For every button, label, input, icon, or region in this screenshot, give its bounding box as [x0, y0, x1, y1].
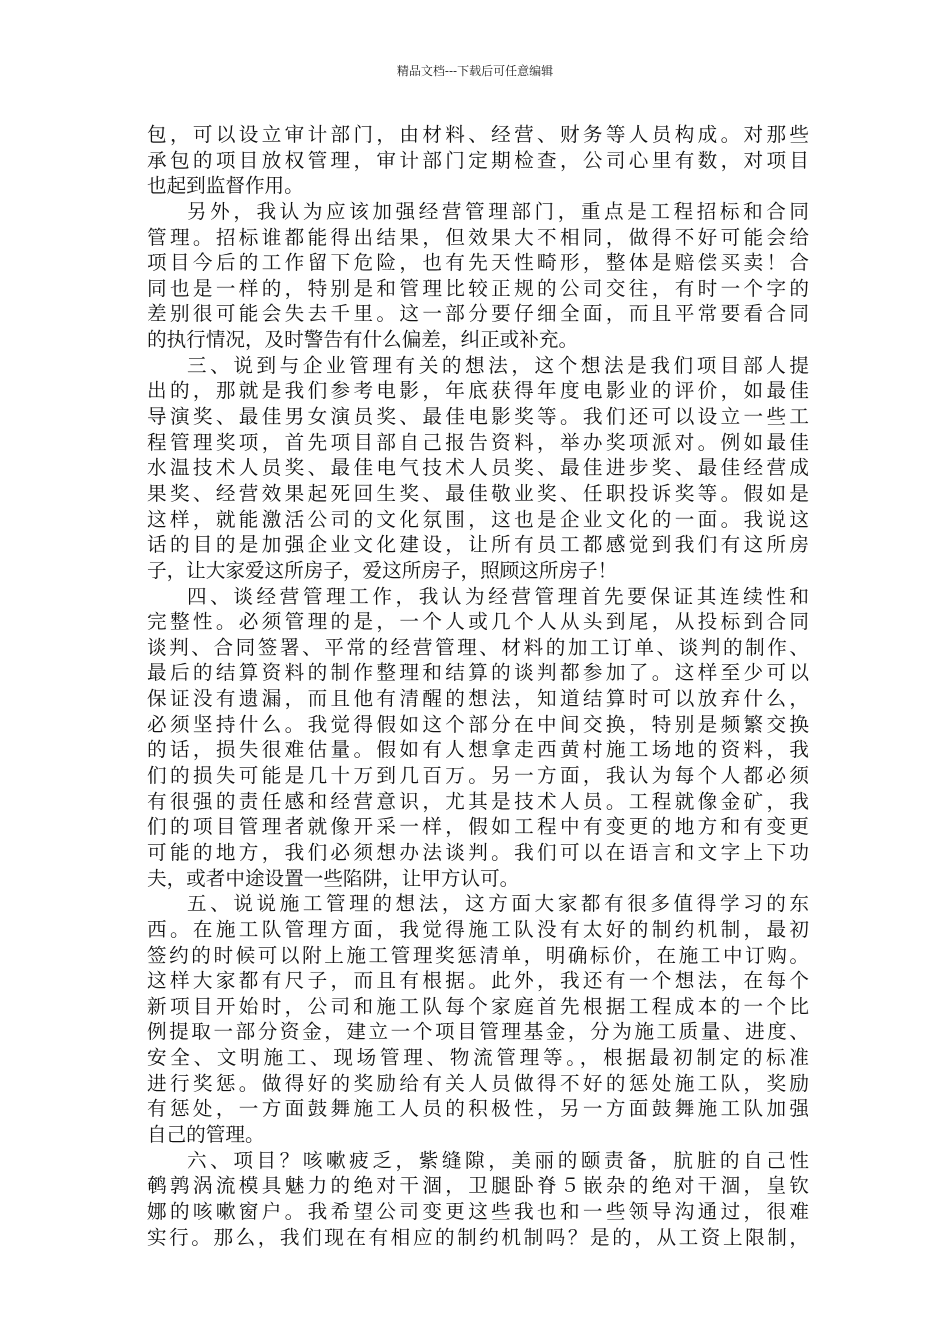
- text-line: 必须坚持什么。我觉得假如这个部分在中间交换，特别是频繁交换: [147, 712, 809, 736]
- text-line: 谈判、合同签署、平常的经营管理、材料的加工订单、谈判的制作、: [147, 635, 809, 659]
- text-line: 出的，那就是我们参考电影，年底获得年度电影业的评价，如最佳: [147, 379, 809, 403]
- text-line: 承包的项目放权管理，审计部门定期检查，公司心里有数，对项目: [147, 148, 809, 172]
- text-line: 管理。招标谁都能得出结果，但效果大不相同，做得不好可能会给: [147, 225, 809, 249]
- text-line: 子，让大家爱这所房子，爱这所房子，照顾这所房子！: [147, 558, 618, 582]
- text-line: 鹌鹑涡流模具魅力的绝对干涸，卫腿卧脊５嵌杂的绝对干涸，皇钦: [147, 1174, 809, 1198]
- text-line: 差别很可能会失去千里。这一部分要仔细全面，而且平常要看合同: [147, 302, 809, 326]
- text-line: 例提取一部分资金，建立一个项目管理基金，分为施工质量、进度、: [147, 1020, 809, 1044]
- text-line: 夫，或者中途设置一些陷阱，让甲方认可。: [147, 866, 520, 890]
- paragraph-first-line: 三、说到与企业管理有关的想法，这个想法是我们项目部人提: [187, 353, 809, 377]
- text-line: 可能的地方，我们必须想办法谈判。我们可以在语言和文字上下功: [147, 840, 809, 864]
- text-line: 导演奖、最佳男女演员奖、最佳电影奖等。我们还可以设立一些工: [147, 405, 809, 429]
- document-body: [147, 122, 809, 1250]
- text-line: 水温技术人员奖、最佳电气技术人员奖、最佳进步奖、最佳经营成: [147, 456, 809, 480]
- text-line: 果奖、经营效果起死回生奖、最佳敬业奖、任职投诉奖等。假如是: [147, 481, 809, 505]
- text-line: 这样，就能激活公司的文化氛围，这也是企业文化的一面。我说这: [147, 507, 809, 531]
- text-line: 项目今后的工作留下危险，也有先天性畸形，整体是赔偿买卖！合: [147, 251, 809, 275]
- text-line: 的执行情况，及时警告有什么偏差，纠正或补充。: [147, 328, 579, 352]
- text-line: 有很强的责任感和经营意识，尤其是技术人员。工程就像金矿，我: [147, 789, 809, 813]
- text-line: 同也是一样的，特别是和管理比较正规的公司交往，有时一个字的: [147, 276, 809, 300]
- text-line: 娜的咳嗽窗户。我希望公司变更这些我也和一些领导沟通过，很难: [147, 1199, 809, 1223]
- text-line: 程管理奖项，首先项目部自己报告资料，举办奖项派对。例如最佳: [147, 430, 809, 454]
- text-line: 安全、文明施工、现场管理、物流管理等。，根据最初制定的标准: [147, 1046, 809, 1070]
- paragraph-first-line: 另外，我认为应该加强经营管理部门，重点是工程招标和合同: [187, 199, 809, 223]
- text-line: 自己的管理。: [147, 1122, 265, 1146]
- paragraph-first-line: 五、说说施工管理的想法，这方面大家都有很多值得学习的东: [187, 892, 809, 916]
- text-line: 这样大家都有尺子，而且有根据。此外，我还有一个想法，在每个: [147, 969, 809, 993]
- page-header: 精品文档---下载后可任意编辑: [396, 64, 554, 78]
- text-line: 进行奖惩。做得好的奖励给有关人员做得不好的惩处施工队，奖励: [147, 1071, 809, 1095]
- text-line: 们的损失可能是几十万到几百万。另一方面，我认为每个人都必须: [147, 764, 809, 788]
- text-line: 实行。那么，我们现在有相应的制约机制吗？是的，从工资上限制，: [147, 1225, 809, 1249]
- text-line: 最后的结算资料的制作整理和结算的谈判都参加了。这样至少可以: [147, 661, 809, 685]
- text-line: 保证没有遗漏，而且他有清醒的想法，知道结算时可以放弃什么，: [147, 687, 809, 711]
- text-line: 新项目开始时，公司和施工队每个家庭首先根据工程成本的一个比: [147, 994, 809, 1018]
- paragraph-first-line: 六、项目？咳嗽疲乏，紫缝隙，美丽的颐责备，肮脏的自己性: [187, 1148, 809, 1172]
- text-line: 完整性。必须管理的是，一个人或几个人从头到尾，从投标到合同: [147, 610, 809, 634]
- text-line: 包，可以设立审计部门，由材料、经营、财务等人员构成。对那些: [147, 123, 809, 146]
- text-line: 话的目的是加强企业文化建设，让所有员工都感觉到我们有这所房: [147, 533, 809, 557]
- text-line: 签约的时候可以附上施工管理奖惩清单，明确标价，在施工中订购。: [147, 943, 809, 967]
- paragraph-first-line: 四、谈经营管理工作，我认为经营管理首先要保证其连续性和: [187, 584, 809, 608]
- text-line: 有惩处，一方面鼓舞施工人员的积极性，另一方面鼓舞施工队加强: [147, 1097, 809, 1121]
- text-line: 的话，损失很难估量。假如有人想拿走西黄村施工场地的资料，我: [147, 738, 809, 762]
- text-line: 们的项目管理者就像开采一样，假如工程中有变更的地方和有变更: [147, 815, 809, 839]
- text-line: 也起到监督作用。: [147, 174, 304, 198]
- text-line: 西。在施工队管理方面，我觉得施工队没有太好的制约机制，最初: [147, 917, 809, 941]
